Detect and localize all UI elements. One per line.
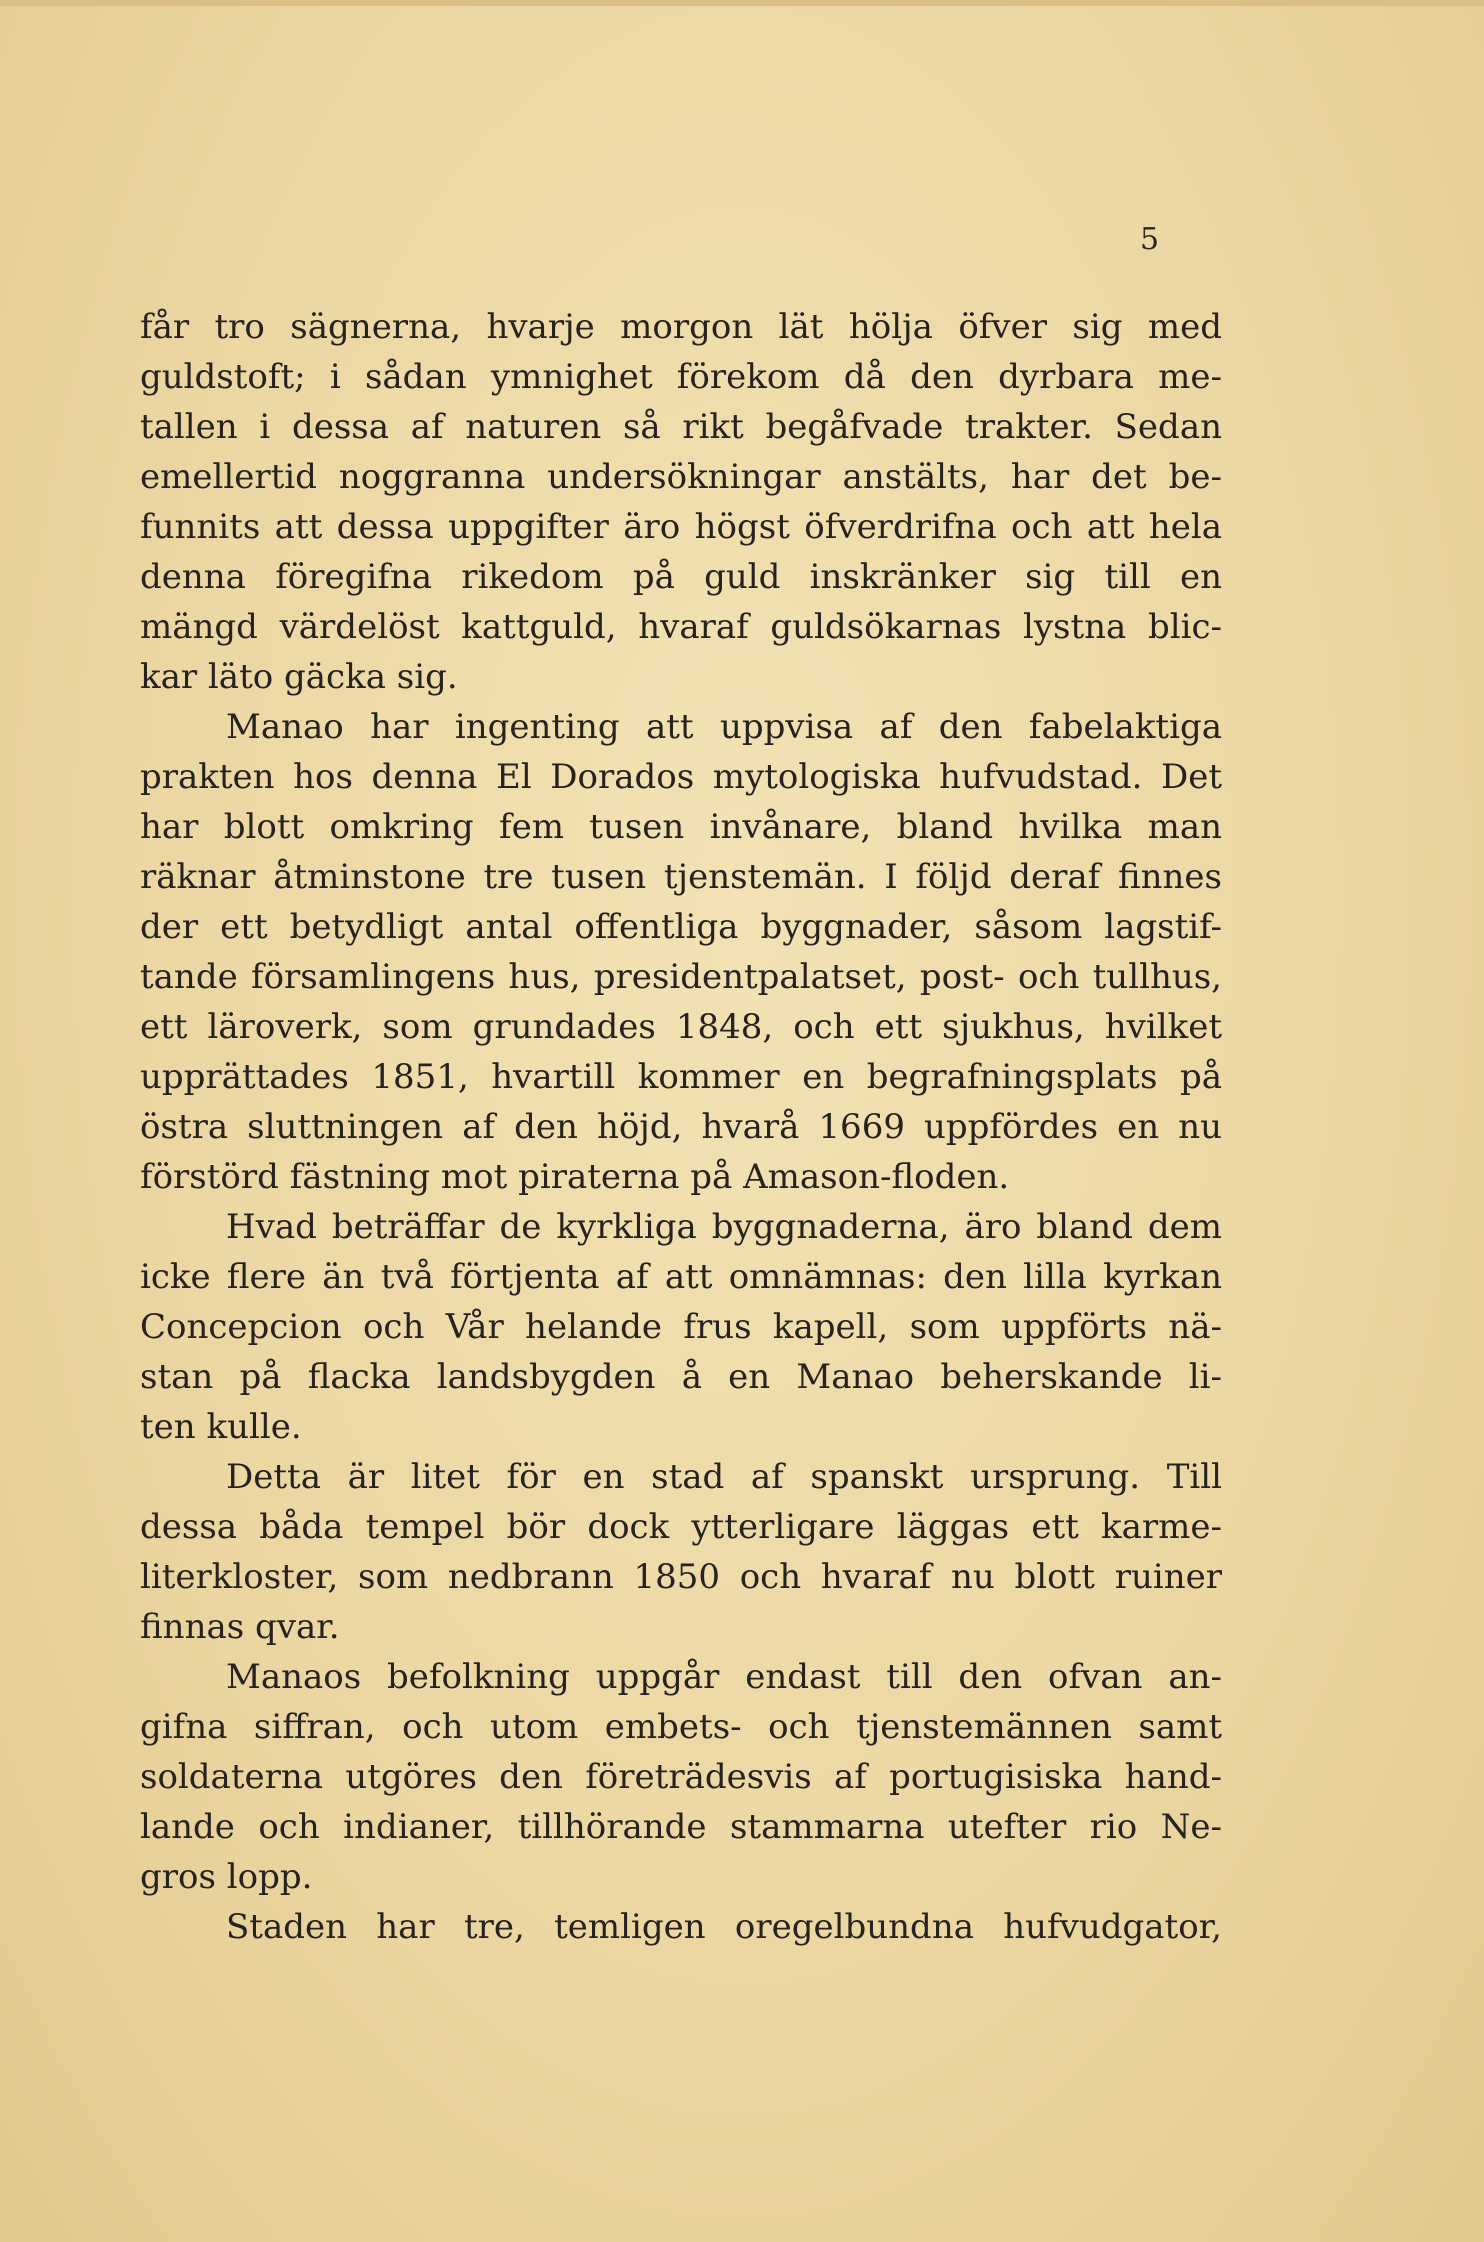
page-top-edge (0, 0, 1484, 6)
text-line: kar läto gäcka sig. (140, 657, 458, 697)
text-line: lande och indianer, tillhörande stammarna utefter rio Ne- (140, 1807, 1222, 1847)
text-line: Manaos befolkning uppgår endast till den ofvan an- (226, 1657, 1222, 1697)
text-line: Manao har ingenting att uppvisa af den fabelaktiga (226, 707, 1222, 747)
text-line: tallen i dessa af naturen så rikt begåfvade trakter. Sedan (140, 407, 1222, 447)
text-line: östra sluttningen af den höjd, hvarå 1669 uppfördes en nu (140, 1107, 1222, 1147)
text-line: prakten hos denna El Dorados mytologiska hufvudstad. Det (140, 757, 1222, 797)
text-line: gros lopp. (140, 1857, 313, 1897)
body-text (140, 302, 1222, 1952)
text-line: förstörd fästning mot piraterna på Amason-floden. (140, 1157, 1010, 1197)
text-line: upprättades 1851, hvartill kommer en begrafningsplats på (140, 1057, 1222, 1097)
text-line: guldstoft; i sådan ymnighet förekom då den dyrbara me- (140, 357, 1222, 397)
text-line: der ett betydligt antal offentliga byggnader, såsom lagstif- (140, 907, 1222, 947)
text-line: literkloster, som nedbrann 1850 och hvaraf nu blott ruiner (140, 1557, 1222, 1597)
text-line: gifna siffran, och utom embets- och tjenstemännen samt (140, 1707, 1222, 1747)
text-line: räknar åtminstone tre tusen tjenstemän. I följd deraf finnes (140, 857, 1222, 897)
text-line: emellertid noggranna undersökningar anstälts, har det be- (140, 457, 1222, 497)
text-line: mängd värdelöst kattguld, hvaraf guldsökarnas lystna blic- (140, 607, 1222, 647)
text-line: funnits att dessa uppgifter äro högst öfverdrifna och att hela (140, 507, 1222, 547)
text-line: finnas qvar. (140, 1607, 340, 1647)
text-line: denna föregifna rikedom på guld inskränker sig till en (140, 557, 1222, 597)
text-line: dessa båda tempel bör dock ytterligare läggas ett karme- (140, 1507, 1222, 1547)
text-line: tande församlingens hus, presidentpalatset, post- och tullhus, (140, 957, 1222, 997)
text-line: ett läroverk, som grundades 1848, och ett sjukhus, hvilket (140, 1007, 1222, 1047)
text-line: Hvad beträffar de kyrkliga byggnaderna, äro bland dem (226, 1207, 1222, 1247)
text-line: får tro sägnerna, hvarje morgon lät hölja öfver sig med (140, 307, 1222, 347)
text-line: Detta är litet för en stad af spanskt ursprung. Till (226, 1457, 1222, 1497)
text-line: icke flere än två förtjenta af att omnämnas: den lilla kyrkan (140, 1257, 1222, 1297)
text-line: har blott omkring fem tusen invånare, bland hvilka man (140, 807, 1222, 847)
text-line: soldaterna utgöres den företrädesvis af portugisiska hand- (140, 1757, 1222, 1797)
text-line: stan på flacka landsbygden å en Manao beherskande li- (140, 1357, 1222, 1397)
text-line: ten kulle. (140, 1407, 302, 1447)
page-number: 5 (1140, 222, 1160, 257)
text-line: Concepcion och Vår helande frus kapell, som uppförts nä- (140, 1307, 1222, 1347)
text-line: Staden har tre, temligen oregelbundna hufvudgator, (226, 1907, 1222, 1947)
